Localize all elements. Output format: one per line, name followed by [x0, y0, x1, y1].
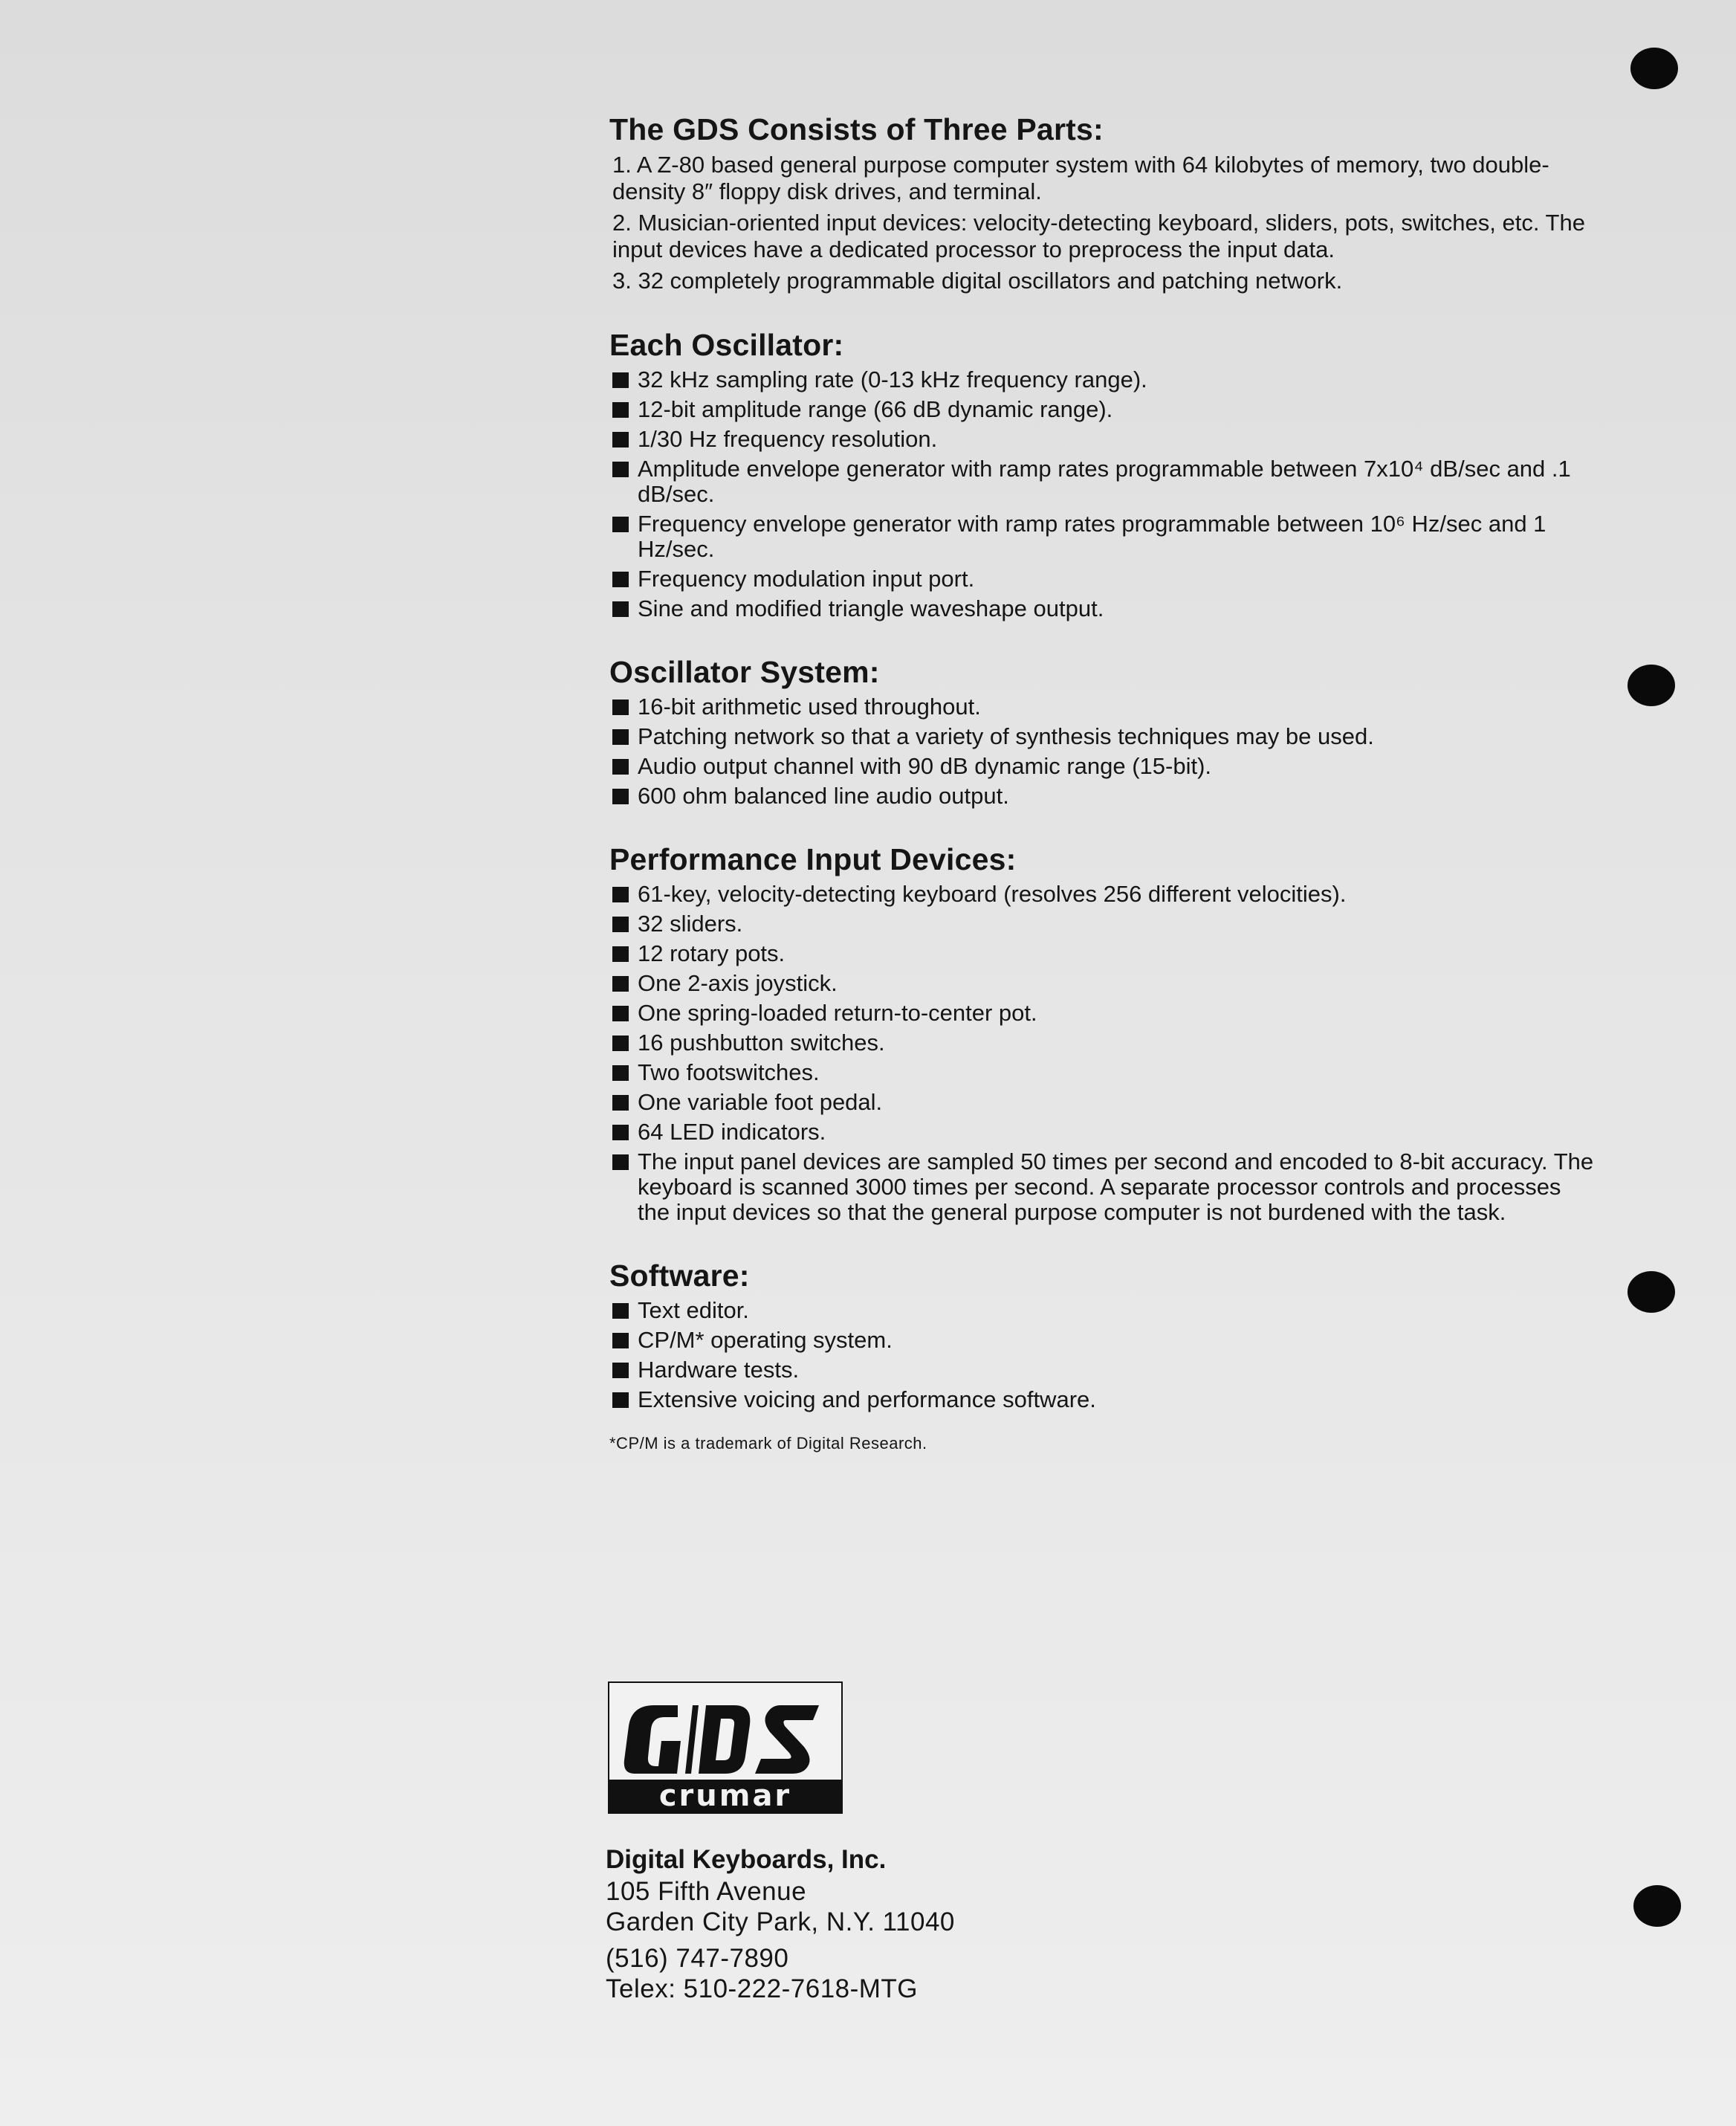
list-item-text: The input panel devices are sampled 50 times per second and encoded to 8-bit accuracy. The keyboard is scanned 3000 times per second. A separate processor controls and processes the input devices so that the general purpose computer is not burdened with the task. [638, 1148, 1594, 1225]
section-heading: Each Oscillator: [609, 328, 844, 362]
list-item [609, 367, 1598, 392]
binder-hole-1 [1630, 48, 1678, 89]
list-item-text: Frequency modulation input port. [638, 566, 975, 592]
section-software [609, 1256, 1598, 1412]
list-item [609, 397, 1598, 422]
section-each-oscillator [609, 326, 1598, 621]
list-item [609, 882, 1598, 907]
bullet-square-icon [612, 1065, 629, 1081]
list-item [609, 1090, 1598, 1115]
list-item-text: Frequency envelope generator with ramp rates programmable between 10⁶ Hz/sec and 1 Hz/sec. [638, 511, 1546, 562]
list-item [609, 427, 1598, 452]
bullet-square-icon [612, 1006, 629, 1021]
binder-hole-3 [1628, 1271, 1675, 1313]
list-item-text: Text editor. [638, 1297, 749, 1323]
list-item [609, 971, 1598, 996]
list-item-text: Patching network so that a variety of synthesis techniques may be used. [638, 723, 1374, 749]
list-item-text: 1/30 Hz frequency resolution. [638, 426, 938, 452]
list-item-text: Amplitude envelope generator with ramp rates programmable between 7x10⁴ dB/sec and .1 dB/sec. [638, 456, 1571, 507]
list-item-text: One 2-axis joystick. [638, 970, 838, 996]
binder-hole-4 [1633, 1885, 1681, 1927]
brand-wordmark: crumar [658, 1779, 792, 1813]
list-item-text: 32 kHz sampling rate (0-13 kHz frequency range). [638, 366, 1147, 392]
bullet-square-icon [612, 402, 629, 418]
list-item [609, 511, 1598, 562]
list-item [609, 941, 1598, 966]
list-item [609, 1298, 1598, 1323]
street-address: 105 Fifth Avenue [606, 1877, 807, 1906]
list-item-text: Extensive voicing and performance software. [638, 1386, 1096, 1412]
list-item [609, 1328, 1598, 1353]
list-item-text: 16-bit arithmetic used throughout. [638, 694, 981, 720]
bullet-list [609, 882, 1598, 1225]
list-item-text: 61-key, velocity-detecting keyboard (resolves 256 different velocities). [638, 881, 1347, 907]
list-item-text: 32 sliders. [638, 911, 743, 937]
section-heading: Software: [609, 1259, 750, 1293]
gds-logo-mark [624, 1705, 819, 1774]
list-item-text: CP/M* operating system. [638, 1327, 893, 1353]
bullet-square-icon [612, 1095, 629, 1111]
bullet-square-icon [612, 1125, 629, 1140]
bullet-square-icon [612, 1333, 629, 1348]
bullet-square-icon [612, 759, 629, 775]
list-item [609, 456, 1598, 507]
bullet-square-icon [612, 976, 629, 992]
bullet-square-icon [612, 1303, 629, 1319]
list-item [609, 1357, 1598, 1383]
phone-number: (516) 747-7890 [606, 1944, 789, 1973]
list-item [609, 724, 1598, 749]
section-oscillator-system [609, 653, 1598, 809]
list-item [609, 911, 1598, 937]
bullet-square-icon [612, 699, 629, 715]
gds-crumar-logo [608, 1681, 843, 1814]
paragraph: 2. Musician-oriented input devices: velocity-detecting keyboard, sliders, pots, switches, etc. The input devices have a dedicated processor to preprocess the input data. [612, 210, 1585, 262]
list-item [609, 1060, 1598, 1085]
list-item-text: 64 LED indicators. [638, 1119, 826, 1145]
bullet-square-icon [612, 517, 629, 532]
section-heading: Oscillator System: [609, 655, 880, 689]
bullet-square-icon [612, 729, 629, 745]
bullet-square-icon [612, 1154, 629, 1170]
city-address: Garden City Park, N.Y. 11040 [606, 1907, 955, 1936]
bullet-square-icon [612, 462, 629, 477]
paragraph: 1. A Z-80 based general purpose computer system with 64 kilobytes of memory, two double-density 8″ floppy disk drives, and terminal. [612, 152, 1549, 204]
company-name: Digital Keyboards, Inc. [606, 1845, 887, 1874]
list-item [609, 1001, 1598, 1026]
list-item-text: 12-bit amplitude range (66 dB dynamic range). [638, 396, 1113, 422]
bullet-square-icon [612, 789, 629, 804]
bullet-square-icon [612, 572, 629, 587]
paragraph: 3. 32 completely programmable digital oscillators and patching network. [612, 268, 1343, 294]
list-item-text: Hardware tests. [638, 1357, 800, 1383]
section-heading: Performance Input Devices: [609, 842, 1017, 876]
bullet-list [609, 1298, 1598, 1412]
binder-hole-2 [1628, 665, 1675, 706]
bullet-square-icon [612, 432, 629, 448]
list-item-text: One variable foot pedal. [638, 1089, 883, 1115]
list-item-text: 16 pushbutton switches. [638, 1030, 885, 1056]
bullet-square-icon [612, 887, 629, 902]
list-item [609, 783, 1598, 809]
list-item [609, 1149, 1598, 1225]
trademark-footnote: *CP/M is a trademark of Digital Research. [609, 1434, 927, 1453]
telex-number: Telex: 510-222-7618-MTG [606, 1974, 919, 2003]
bullet-square-icon [612, 946, 629, 962]
section-performance-input-devices [609, 840, 1598, 1225]
spec-content [609, 110, 1598, 1454]
list-item-text: 12 rotary pots. [638, 940, 786, 966]
list-item [609, 754, 1598, 779]
company-address [606, 1844, 1200, 2004]
list-item-text: One spring-loaded return-to-center pot. [638, 1000, 1037, 1026]
list-item [609, 596, 1598, 621]
list-item-text: Audio output channel with 90 dB dynamic range (15-bit). [638, 753, 1212, 779]
list-item [609, 1030, 1598, 1056]
bullet-list [609, 694, 1598, 809]
list-item-text: Two footswitches. [638, 1059, 820, 1085]
bullet-square-icon [612, 1035, 629, 1051]
bullet-square-icon [612, 1392, 629, 1408]
section-three-parts [609, 110, 1598, 294]
bullet-square-icon [612, 601, 629, 617]
bullet-square-icon [612, 372, 629, 388]
bullet-square-icon [612, 917, 629, 932]
list-item [609, 566, 1598, 592]
list-item [609, 1387, 1598, 1412]
bullet-list [609, 367, 1598, 621]
section-heading: The GDS Consists of Three Parts: [609, 112, 1104, 146]
list-item-text: Sine and modified triangle waveshape output. [638, 595, 1104, 621]
list-item-text: 600 ohm balanced line audio output. [638, 783, 1009, 809]
bullet-square-icon [612, 1363, 629, 1378]
list-item [609, 694, 1598, 720]
list-item [609, 1119, 1598, 1145]
